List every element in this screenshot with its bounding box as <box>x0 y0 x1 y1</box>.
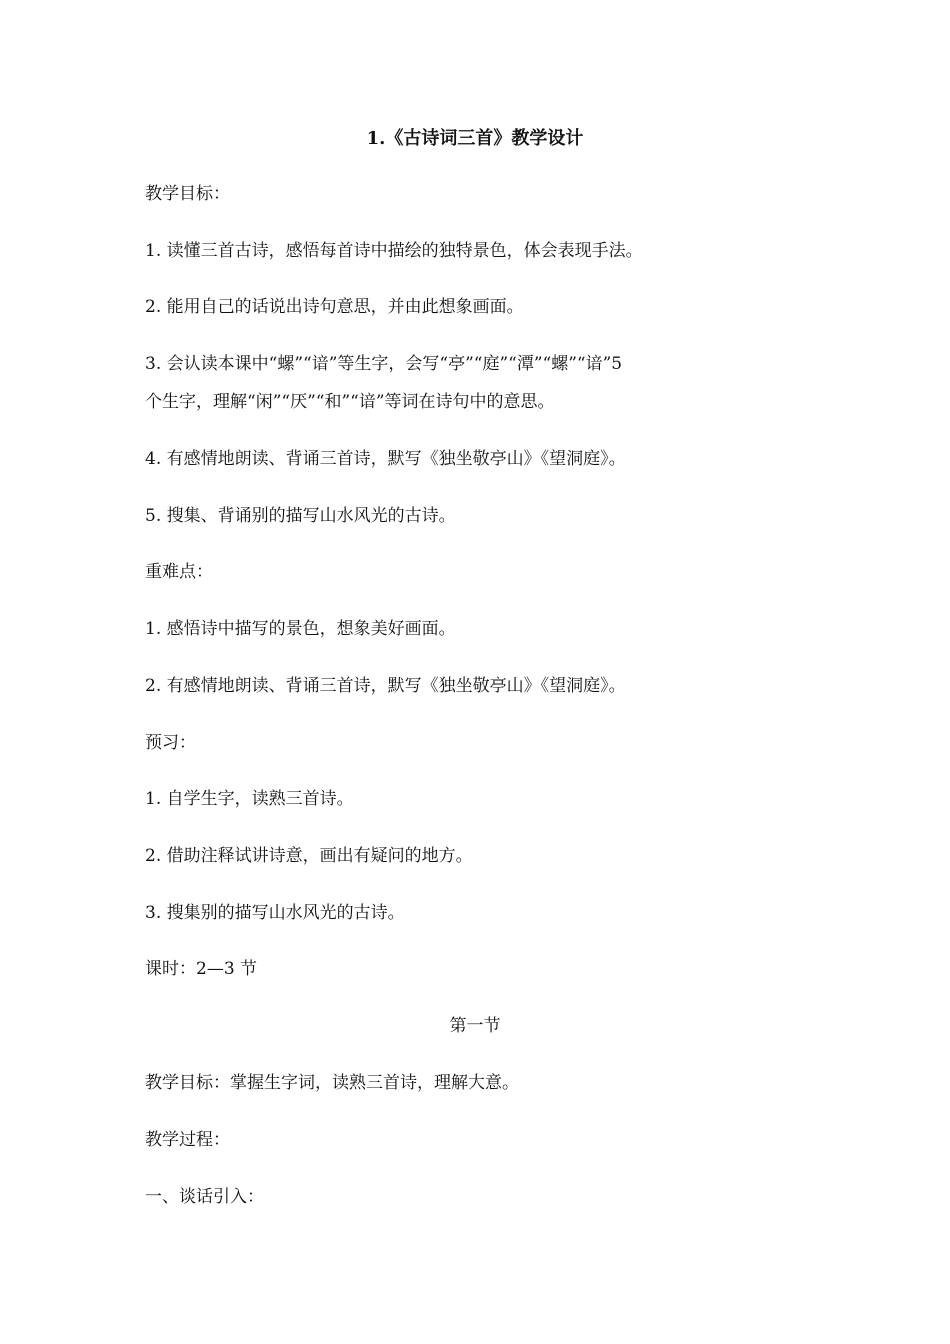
document-title: 1.《古诗词三首》教学设计 <box>366 128 584 149</box>
preview-heading: 预习： <box>145 733 196 753</box>
goal-item: 3. 会认读本课中“螺”“谙”等生字，会写“亭”“庭”“潭”“螺”“谙”5 <box>145 354 623 374</box>
section-title: 第一节 <box>449 1016 501 1036</box>
key-point-item: 1. 感悟诗中描写的景色，想象美好画面。 <box>145 619 456 639</box>
goals-heading: 教学目标： <box>145 184 230 204</box>
goal-item: 4. 有感情地朗读、背诵三首诗，默写《独坐敬亭山》《望洞庭》。 <box>145 449 626 469</box>
section-goal: 教学目标：掌握生字词，读熟三首诗，理解大意。 <box>145 1073 519 1093</box>
key-points-heading: 重难点： <box>145 562 213 582</box>
preview-item: 3. 搜集别的描写山水风光的古诗。 <box>145 903 405 923</box>
goal-item: 5. 搜集、背诵别的描写山水风光的古诗。 <box>145 506 456 526</box>
preview-item: 2. 借助注释试讲诗意，画出有疑问的地方。 <box>145 846 473 866</box>
goal-item: 2. 能用自己的话说出诗句意思，并由此想象画面。 <box>145 297 524 317</box>
key-point-item: 2. 有感情地朗读、背诵三首诗，默写《独坐敬亭山》《望洞庭》。 <box>145 676 626 696</box>
goal-item-continuation: 个生字，理解“闲”“厌”“和”“谙”等词在诗句中的意思。 <box>145 392 555 412</box>
process-heading: 教学过程： <box>145 1130 230 1150</box>
class-hours: 课时：2—3 节 <box>145 959 258 979</box>
preview-item: 1. 自学生字，读熟三首诗。 <box>145 789 354 809</box>
process-step: 一、谈话引入： <box>145 1187 264 1207</box>
goal-item: 1. 读懂三首古诗，感悟每首诗中描绘的独特景色，体会表现手法。 <box>145 241 643 261</box>
